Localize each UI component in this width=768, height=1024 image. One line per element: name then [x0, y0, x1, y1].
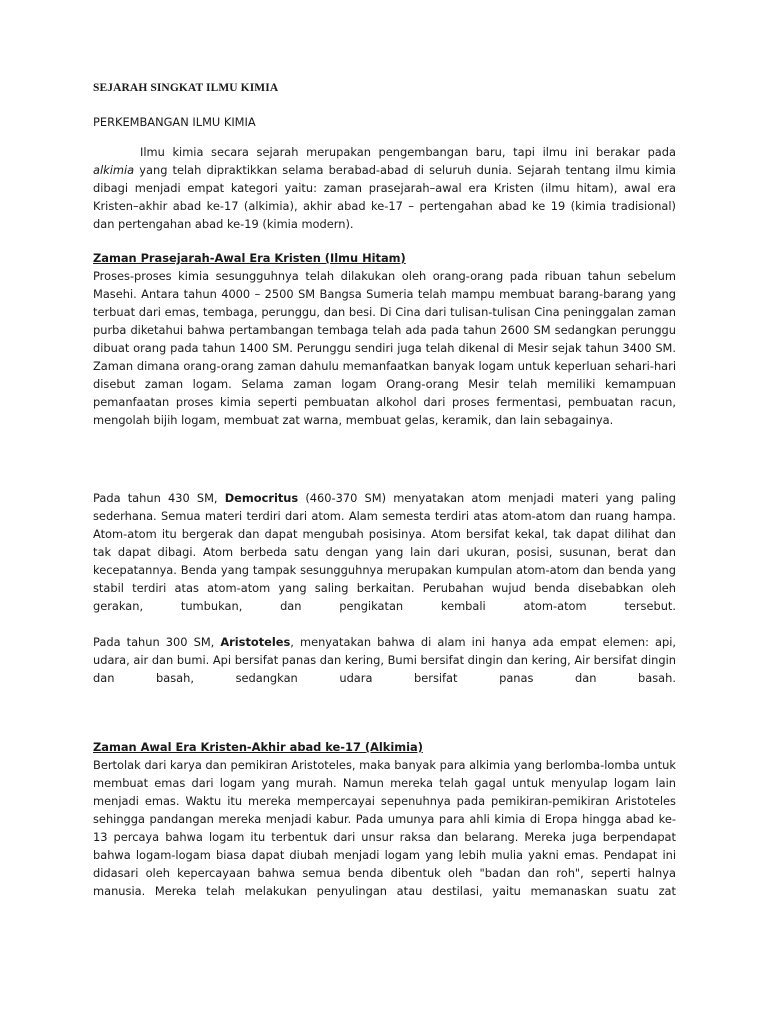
intro-italic-term: alkimia	[93, 163, 135, 177]
democritus-text-pre: Pada tahun 430 SM,	[93, 491, 225, 505]
aristoteles-text-post: , menyatakan bahwa di alam ini hanya ada empat elemen: api, udara, air dan bumi. Api bersifat panas dan kering, Bumi bersifat dingin dan kering, Air bersifat dingin dan basah, sedangkan udara bersifat panas dan basah.	[93, 635, 676, 685]
document-title: SEJARAH SINGKAT ILMU KIMIA	[93, 82, 279, 94]
document-subtitle: PERKEMBANGAN ILMU KIMIA	[93, 115, 256, 129]
section-body-ilmu-hitam: Proses-proses kimia sesungguhnya telah dilakukan oleh orang-orang pada ribuan tahun sebelum Masehi. Antara tahun 4000 – 2500 SM Bangsa Sumeria telah mampu membuat barang-barang yang terbuat dari emas, tembaga, perunggu, dan besi. Di Cina dari tulisan-tulisan Cina peninggalan zaman purba diketahui bahwa pertambangan tembaga telah ada pada tahun 2600 SM sedangkan perunggu dibuat orang pada tahun 1400 SM. Perunggu sendiri juga telah dikenal di Mesir sejak tahun 3400 SM. Zaman dimana orang-orang zaman dahulu memanfaatkan banyak logam untuk keperluan sehari-hari disebut zaman logam. Selama zaman logam Orang-orang Mesir telah memiliki kemampuan pemanfaatan proses kimia seperti pembuatan alkohol dari proses fermentasi, pembuatan racun, mengolah bijih logam, membuat zat warna, membuat gelas, keramik, dan lain sebagainya.	[93, 269, 676, 427]
section-heading-alkimia: Zaman Awal Era Kristen-Akhir abad ke-17 (Alkimia)	[93, 740, 423, 754]
intro-text-2: yang telah dipraktikkan selama berabad-abad di seluruh dunia. Sejarah tentang ilmu kimia dibagi menjadi empat kategori yaitu: zaman prasejarah–awal era Kristen (ilmu hitam), awal era Kristen–akhir abad ke-17 (alkimia), akhir abad ke-17 – pertengahan abad ke 19 (kimia tradisional) dan pertengahan abad ke-19 (kimia modern).	[93, 163, 676, 231]
democritus-name: Democritus	[224, 491, 299, 505]
democritus-text-post: (460-370 SM) menyatakan atom menjadi materi yang paling sederhana. Semua materi terdiri dari atom. Alam semesta terdiri atas atom-atom dan ruang hampa. Atom-atom itu bergerak dan dapat mengubah posisinya. Atom bersifat kekal, tak dapat dilihat dan tak dapat dibagi. Atom berbeda satu dengan yang lain dari ukuran, posisi, susunan, berat dan kecepatannya. Benda yang tampak sesungguhnya merupakan kumpulan atom-atom dan benda yang stabil terdiri atas atom-atom yang saling berkaitan. Perubahan wujud benda disebabkan oleh gerakan, tumbukan, dan pengikatan kembali atom-atom tersebut.	[93, 491, 676, 613]
intro-paragraph	[93, 143, 676, 233]
aristoteles-paragraph	[93, 633, 676, 687]
aristoteles-name: Aristoteles	[220, 635, 291, 649]
aristoteles-text-pre: Pada tahun 300 SM,	[93, 635, 221, 649]
document-content	[93, 82, 676, 900]
section-body-alkimia: Bertolak dari karya dan pemikiran Aristoteles, maka banyak para alkimia yang berlomba-lomba untuk membuat emas dari logam yang murah. Namun mereka telah gagal untuk menyulap logam lain menjadi emas. Waktu itu mereka mempercayai sepenuhnya pada pemikiran-pemikiran Aristoteles sehingga pandangan mereka menjadi kabur. Pada umunya para ahli kimia di Eropa hingga abad ke-13 percaya bahwa logam itu terbentuk dari unsur raksa dan belarang. Mereka juga berpendapat bahwa logam-logam biasa dapat diubah menjadi logam yang lebih mulia yakni emas. Pendapat ini didasari oleh kepercayaan bahwa semua benda dibentuk oleh "badan dan roh", seperti halnya manusia. Mereka telah melakukan penyulingan atau destilasi, yaitu memanaskan suatu zat	[93, 758, 676, 898]
intro-text-1: Ilmu kimia secara sejarah merupakan pengembangan baru, tapi ilmu ini berakar pada	[140, 145, 676, 159]
section-heading-ilmu-hitam: Zaman Prasejarah-Awal Era Kristen (Ilmu Hitam)	[93, 251, 406, 265]
democritus-paragraph	[93, 489, 676, 615]
